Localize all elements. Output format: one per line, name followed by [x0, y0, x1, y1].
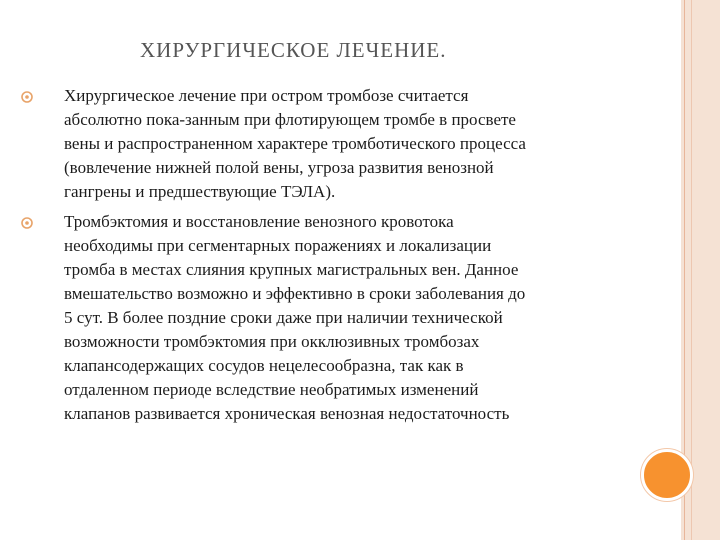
paragraph-line: вмешательство возможно и эффективно в сроки заболевания до	[64, 284, 526, 303]
paragraph-line: тромба в местах слияния крупных магистральных вен. Данное	[64, 260, 519, 279]
paragraph-line: необходимы при сегментарных поражениях и локализации	[64, 236, 492, 255]
decorative-line	[691, 0, 692, 540]
bullet-paragraph	[64, 84, 624, 204]
paragraph-line: (вовлечение нижней полой вены, угроза развития венозной	[64, 158, 494, 177]
paragraph-line: 5 сут. В более поздние сроки даже при наличии технической	[64, 308, 503, 327]
ring-bullet-icon	[20, 216, 34, 230]
paragraph-line: возможности тромбэктомия при окклюзивных тромбозах	[64, 332, 480, 351]
paragraph-line: вены и распространенном характере тромботического процесса	[64, 134, 526, 153]
slide-title: ХИРУРГИЧЕСКОЕ ЛЕЧЕНИЕ.	[140, 38, 447, 62]
paragraph-line: клапансодержащих сосудов нецелесообразна, так как в	[64, 356, 464, 375]
decorative-circle	[641, 449, 693, 501]
paragraph-line: Тромбэктомия и восстановление венозного кровотока	[64, 212, 454, 231]
paragraph-line: клапанов развивается хроническая венозная недостаточность	[64, 404, 510, 423]
paragraph-line: Хирургическое лечение при остром тромбозе считается	[64, 86, 469, 105]
ring-bullet-icon	[20, 90, 34, 104]
paragraph-line: абсолютно пока-занным при флотирующем тромбе в просвете	[64, 110, 516, 129]
paragraph-line: гангрены и предшествующие ТЭЛА).	[64, 182, 336, 201]
paragraph-line: отдаленном периоде вследствие необратимых изменений	[64, 380, 479, 399]
bullet-paragraph	[64, 210, 624, 426]
